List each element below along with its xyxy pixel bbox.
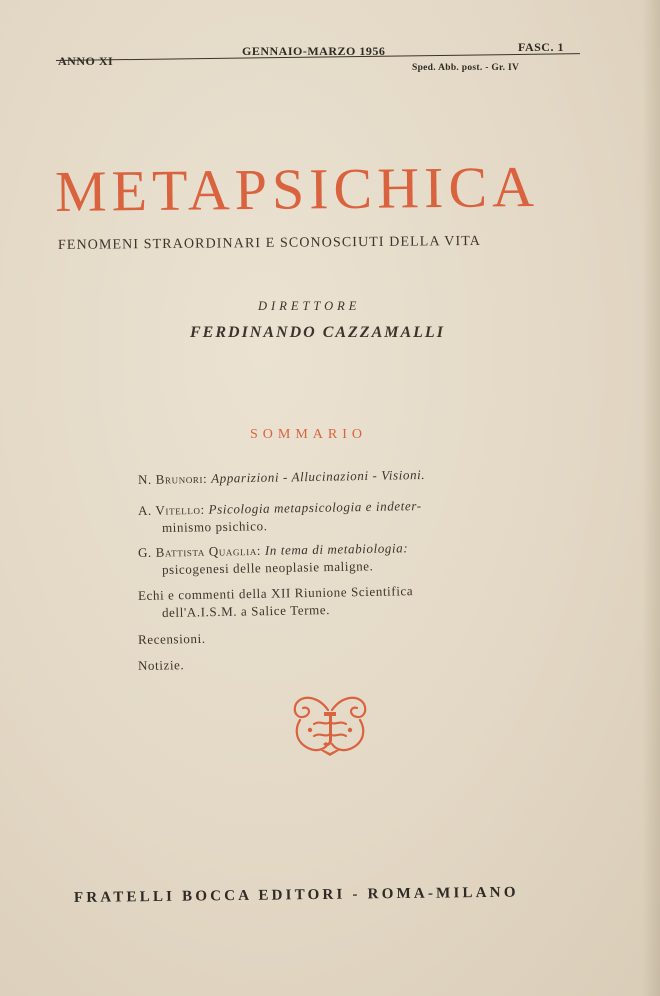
publisher-line: FRATELLI BOCCA EDITORI - ROMA-MILANO: [73, 884, 519, 906]
entry-author: G. Battista Quaglia:: [137, 542, 262, 560]
contents-entry: Echi e commenti della XII Riunione Scientifica: [137, 583, 414, 603]
magazine-subtitle: FENOMENI STRAORDINARI E SCONOSCIUTI DELLA VITA: [57, 233, 482, 253]
postage-note: Sped. Abb. post. - Gr. IV: [412, 63, 520, 73]
issue-number: FASC. 1: [518, 40, 564, 54]
contents-heading: SOMMARIO: [250, 427, 368, 442]
contents-entry: Recensioni.: [137, 630, 206, 647]
entry-author: A. Vitello:: [137, 501, 205, 518]
contents-entry: [138, 467, 425, 488]
director-label: DIRETTORE: [258, 299, 361, 313]
contents-entry: Notizie.: [137, 657, 185, 673]
publisher-emblem-icon: [290, 690, 370, 758]
issue-date: GENNAIO-MARZO 1956: [242, 44, 386, 58]
entry-title-continued: psicogenesi delle neoplasie maligne.: [161, 558, 374, 577]
issue-year: ANNO XI: [58, 54, 114, 68]
director-name: FERDINANDO CAZZAMALLI: [190, 324, 445, 341]
entry-title-continued: minismo psichico.: [161, 518, 268, 535]
magazine-title: METAPSICHICA: [54, 153, 540, 224]
contents-entry: [138, 498, 422, 519]
entry-author: N. Brunori:: [137, 470, 208, 487]
entry-title: Psicologia metapsicologia e indeter-: [208, 498, 422, 517]
entry-title-continued: dell'A.I.S.M. a Salice Terme.: [161, 602, 331, 620]
entry-title: Apparizioni - Allucinazioni - Visioni.: [210, 466, 426, 486]
entry-title: In tema di metabiologia:: [264, 540, 409, 558]
